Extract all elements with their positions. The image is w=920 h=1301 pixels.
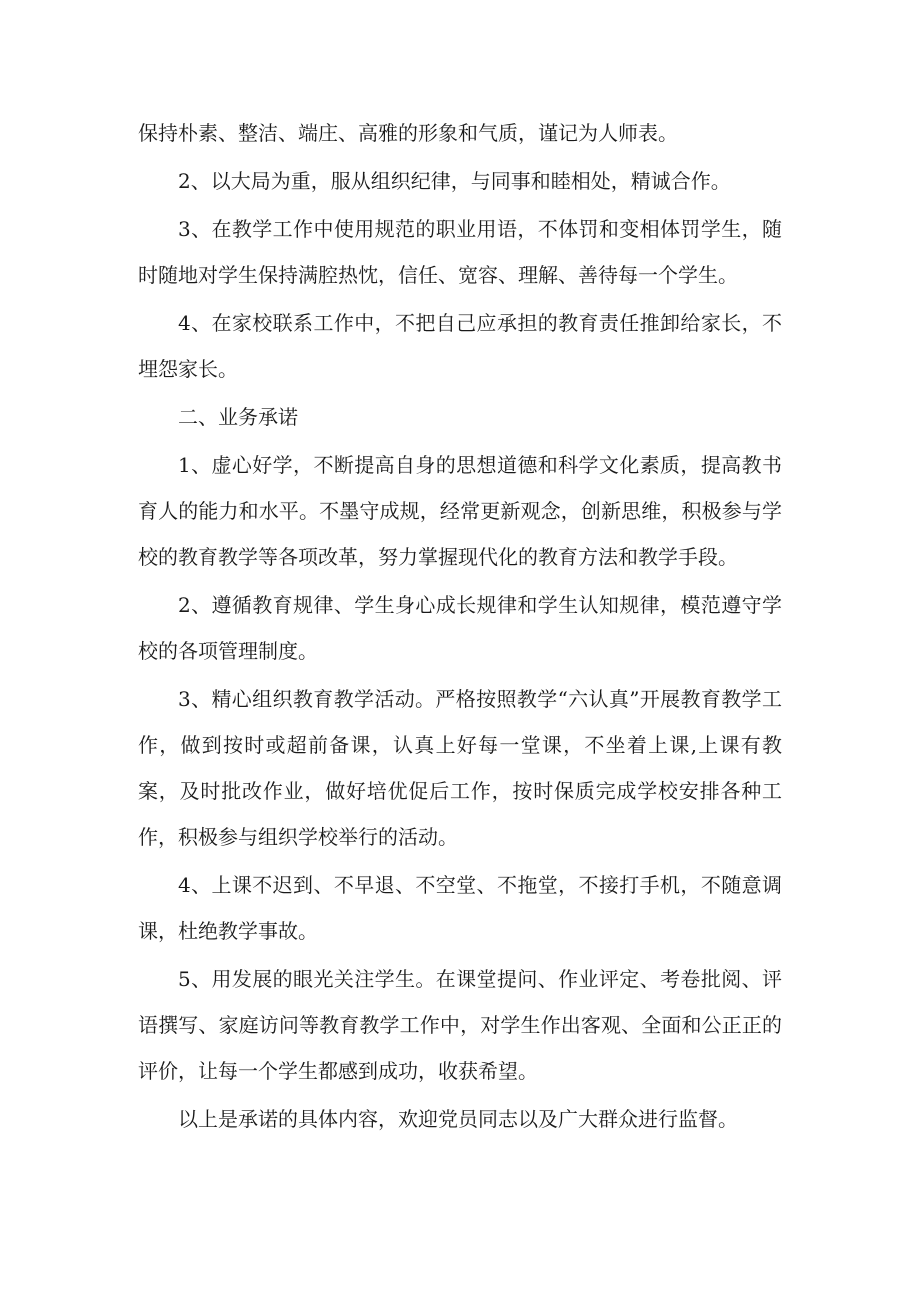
paragraph-item-4: 4、在家校联系工作中，不把自己应承担的教育责任推卸给家长，不埋怨家长。 (138, 311, 782, 381)
paragraph-business-3: 3、精心组织教育教学活动。严格按照教学“六认真”开展教育教学工作，做到按时或超前备课，认真上好每一堂课，不坐着上课,上课有教案，及时批改作业，做好培优促后工作，按时保质完成学校安排各种工作，积极参与组织学校举行的活动。 (138, 687, 782, 849)
section-heading-business-commitment: 二、业务承诺 (178, 405, 298, 429)
paragraph-continuation: 保持朴素、整洁、端庄、高雅的形象和气质，谨记为人师表。 (138, 121, 678, 145)
paragraph-item-2: 2、以大局为重，服从组织纪律，与同事和睦相处，精诚合作。 (178, 169, 731, 193)
paragraph-business-5: 5、用发展的眼光关注学生。在课堂提问、作业评定、考卷批阅、评语撰写、家庭访问等教育教学工作中，对学生作出客观、全面和公正正的评价，让每一个学生都感到成功，收获希望。 (138, 967, 782, 1083)
paragraph-closing: 以上是承诺的具体内容，欢迎党员同志以及广大群众进行监督。 (178, 1107, 738, 1131)
paragraph-business-4: 4、上课不迟到、不早退、不空堂、不拖堂，不接打手机，不随意调课，杜绝教学事故。 (138, 873, 782, 943)
paragraph-item-3: 3、在教学工作中使用规范的职业用语，不体罚和变相体罚学生，随时随地对学生保持满腔热忱，信任、宽容、理解、善待每一个学生。 (138, 217, 782, 287)
paragraph-business-2: 2、遵循教育规律、学生身心成长规律和学生认知规律，模范遵守学校的各项管理制度。 (138, 593, 782, 663)
paragraph-business-1: 1、虚心好学，不断提高自身的思想道德和科学文化素质，提高教书育人的能力和水平。不墨守成规，经常更新观念，创新思维，积极参与学校的教育教学等各项改革，努力掌握现代化的教育方法和教学手段。 (138, 453, 782, 569)
document-body (138, 110, 782, 1142)
